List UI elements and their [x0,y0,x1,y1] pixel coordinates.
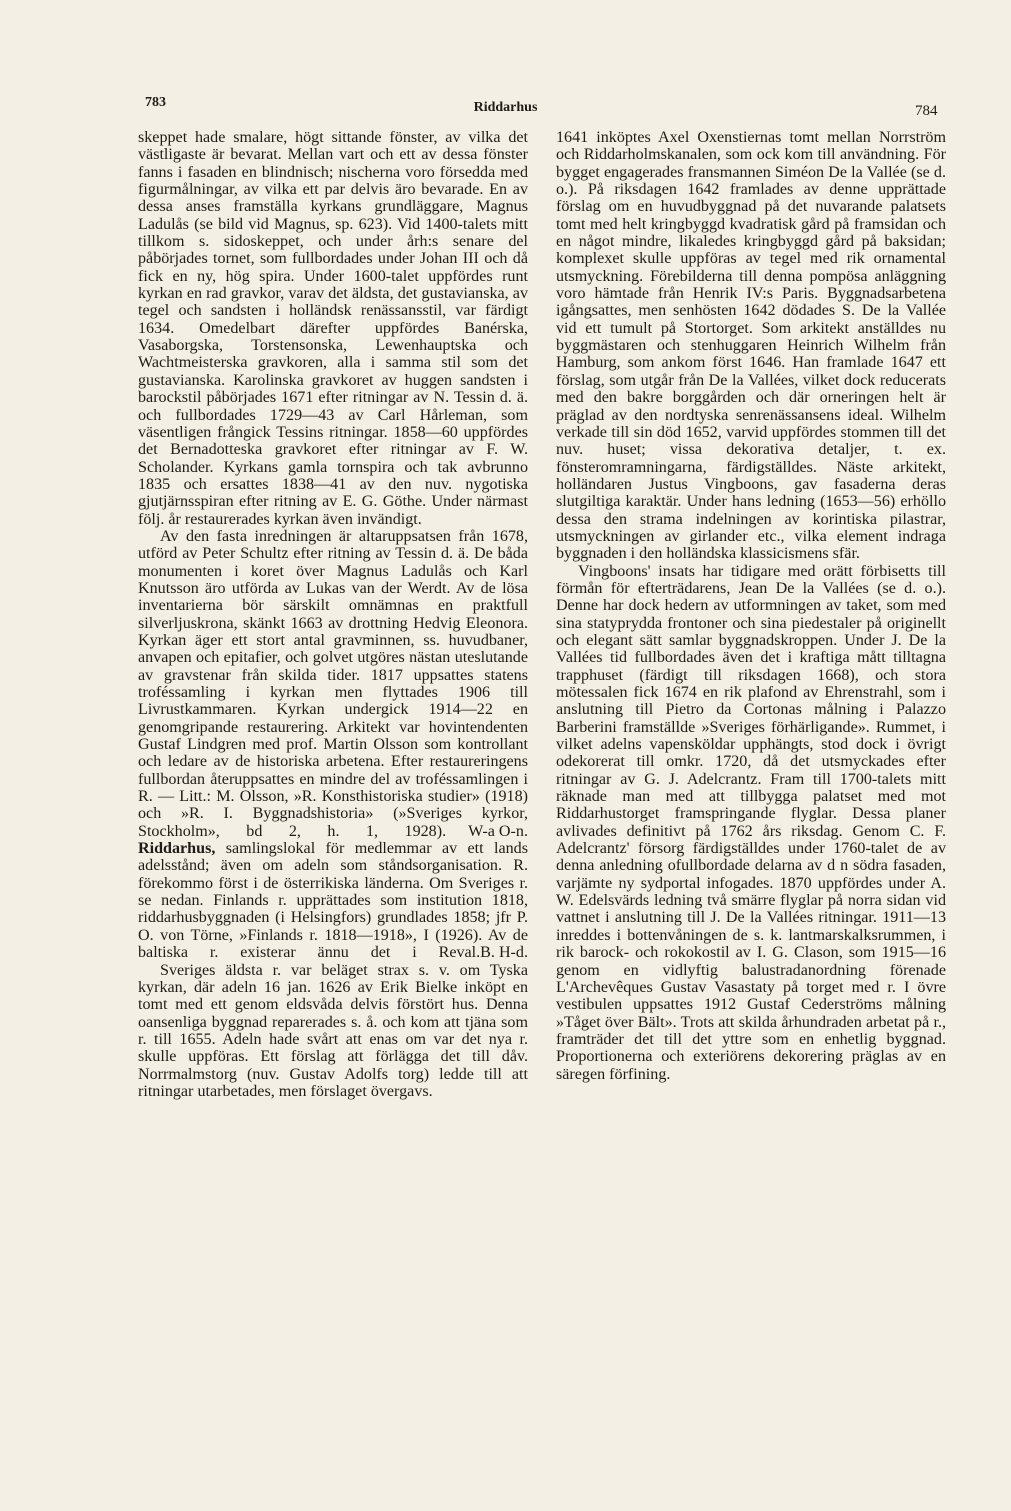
entry-headword: Riddarhus, [138,840,216,858]
paragraph-text: Av den fasta inredningen är altaruppsatsen från 1678, utförd av Peter Schultz efter ritning av Tessin d. ä. De båda monumenten i koret över Magnus Ladulås och Karl Knutsson äro utförda av Lukas van der Werdt. Av de lösa inventarierna bör särskilt omnämnas en praktfull silverljuskrona, skänkt 1663 av drottning Hedvig Eleonora. Kyrkan äger ett stort antal gravminnen, ss. huvudbaner, anvapen och epitafier, och golvet utgöres nästan uteslutande av gravstenar från skilda tider. 1817 uppsattes statens troféssamling i kyrkan men flyttades 1906 till Livrustkammaren. Kyrkan undergick 1914—22 en genomgripande restaurering. Arkitekt var hovintendenten Gustaf Lindgren med prof. Martin Olsson som kontrollant och ledare av de historiska arbetena. Efter restaureringens fullbordan återuppsattes en mindre del av troféssamlingen i R. — Litt.: M. Olsson, »R. Konsthistoriska studier» (1918) och »R. I. Byggnadshistoria» (»Sveriges kyrkor, Stockholm», bd 2, h. 1, 1928). [138,527,528,840]
paragraph: Vingboons' insats har tidigare med orätt förbisetts till förmån för efterträdarens, Jean De la Vallées (se d. o.). Denne har dock hedern av utformningen av taket, som med sina statyprydda frontoner och sina piedestaler på originellt och elegant sätt samlar byggnadskroppen. Under J. De la Vallées tid fullbordades även det i kraftiga mått tilltagna trapphuset (färdigt till riksdagen 1668), och stora mötessalen fick 1674 en rik plafond av Ehrenstrahl, som i anslutning till Pietro da Cortonas målning i Palazzo Barberini framställde »Sveriges förhärligande». Rummet, i vilket adelns vapensköldar upphängts, stod dock i övrigt odekorerat till omkr. 1720, då det utsmyckades efter ritningar av G. J. Adelcrantz. Fram till 1700-talets mitt räknade man med att tillbygga palatset med mot Riddarhustorget framspringande flyglar. Dessa planer avlivades definitivt på 1762 års riksdag. Genom C. F. Adelcrantz' försorg färdigställdes under 1760-talet de av denna anledning ofullbordade delarna av d n södra fasaden, varjämte ny sydportal infogades. 1870 uppfördes under A. W. Edelsvärds ledning två smärre flyglar på norra sidan vid vattnet i anslutning till J. De la Vallées ritningar. 1911—13 inreddes i bottenvåningen de s. k. lantmarskalksrummen, i rik barock- och rokokostil av I. G. Clason, som 1915—16 genom en vidlyftig balustradanordning förenade L'Archevêques Gustav Vasastaty på torget med r. I övre vestibulen uppsattes 1912 Gustaf Cederströms målning »Tåget över Bält». Trots att skilda århundraden arbetat på r., framträder det till det yttre som en enhetlig byggnad. Proportionerna och exteriörens dekorering präglas av en säregen förfining. [556,562,946,1083]
paragraph: skeppet hade smalare, högt sittande fönster, av vilka det västligaste är bevarat. Mellan vart och ett av dessa fönster fanns i fasaden en blindnisch; nischerna voro försedda med figurmålningar, av vilka ett par delvis äro bevarade. En av dessa anses framställa kyrkans grundläggare, Magnus Ladulås (se bild vid Magnus, sp. 623). Vid 1400-talets mitt tillkom s. sidoskeppet, och under årh:s senare del påbörjades tornet, som fullbordades under Johan III och då fick en ny, hög spira. Under 1600-talet uppfördes runt kyrkan en rad gravkor, varav det äldsta, det gustavianska, av tegel och sandsten i holländsk renässansstil, var färdigt 1634. Omedelbart därefter uppfördes Banérska, Vasaborgska, Torstensonska, Lewenhauptska och Wachtmeisterska gravkoren, alla i samma stil som det gustavianska. Karolinska gravkoret av huggen sandsten i barockstil påbörjades 1671 efter ritningar av N. Tessin d. ä. och fullbordades 1729—43 av Carl Hårleman, som väsentligen frångick Tessins ritningar. 1858—60 uppfördes det Bernadotteska gravkoret efter ritningar av F. W. Scholander. Kyrkans gamla tornspira och tak avbrunno 1835 och ersattes 1838—41 av den nuv. nygotiska gjutjärnsspiran efter ritning av E. G. Göthe. Under närmast följ. år restaurerades kyrkan även invändigt. [138,129,528,528]
author-signature: W-a O-n. [468,822,528,840]
paragraph: 1641 inköptes Axel Oxenstiernas tomt mellan Norrström och Riddarholmskanalen, som ock kom till användning. För bygget engagerades fransmannen Siméon De la Vallée (se d. o.). På riksdagen 1642 framlades av denne upprättade förslag om en huvudbyggnad på det nuvarande palatsets tomt med helt kringbyggd kvadratisk gård på framsidan och en något mindre, likaledes kringbyggd gård på baksidan; komplexet skulle uppföras av tegel med rik ornamental utsmyckning. Förebilderna till denna pompösa anläggning voro hämtade från Henrik IV:s Paris. Byggnadsarbetena igångsattes, men senhösten 1642 dödades S. De la Vallée vid ett tumult på Stortorget. Som arkitekt anställdes nu byggmästaren och stenhuggaren Heinrich Wilhelm från Hamburg, som ankom först 1646. Han framlade 1647 ett förslag, som utgår från De la Vallées, vilket dock reducerats med den bakre borggården och där orneringen helt är präglad av den nordtyska senrenässansens ideal. Wilhelm verkade till sin död 1652, varvid uppfördes stommen till det nuv. huset; vissa dekorativa detaljer, t. ex. fönsteromramningarna, färdigställdes. Näste arkitekt, holländaren Justus Vingboons, gav fasaderna deras slutgiltiga karaktär. Under hans ledning (1653—56) erhöllo dessa den strama indelningen av korintiska pilastrar, utsmyckningen av girlander etc., vilka element indraga byggnaden i den holländska klassicismens sfär. [556,129,946,563]
entry-paragraph [138,840,528,961]
left-column [138,129,528,1100]
paragraph [138,528,528,840]
right-column [556,129,946,1083]
running-title: Riddarhus [473,100,538,115]
page-number-right: 784 [915,103,938,119]
paragraph-text: samlingslokal för medlemmar av ett lands adelsstånd; även om adeln som ståndsorganisation. R. förekommo först i de österrikiska länderna. Om Sveriges r. se nedan. Finlands r. upprättades som institution 1818, riddarhusbyggnaden (i Helsingfors) grundlades 1858; jfr P. O. von Törne, »Finlands r. 1818—1918», I (1926). Av de baltiska r. existerar ännu det i Reval. [138,840,528,962]
page-number-left: 783 [145,95,166,110]
author-signature: B. H-d. [480,944,528,962]
paragraph: Sveriges äldsta r. var beläget strax s. v. om Tyska kyrkan, där adeln 16 jan. 1626 av Erik Bielke inköpt en tomt med ett genom eldsvåda delvis förstört hus. Denna oansenliga byggnad reparerades s. å. och kom att tjäna som r. till 1655. Adeln hade svårt att enas om var det nya r. skulle uppföras. Ett förslag att förlägga det till dåv. Norrmalmstorg (nuv. Gustav Adolfs torg) ledde till att ritningar utarbetades, men förslaget övergavs. [138,961,528,1100]
